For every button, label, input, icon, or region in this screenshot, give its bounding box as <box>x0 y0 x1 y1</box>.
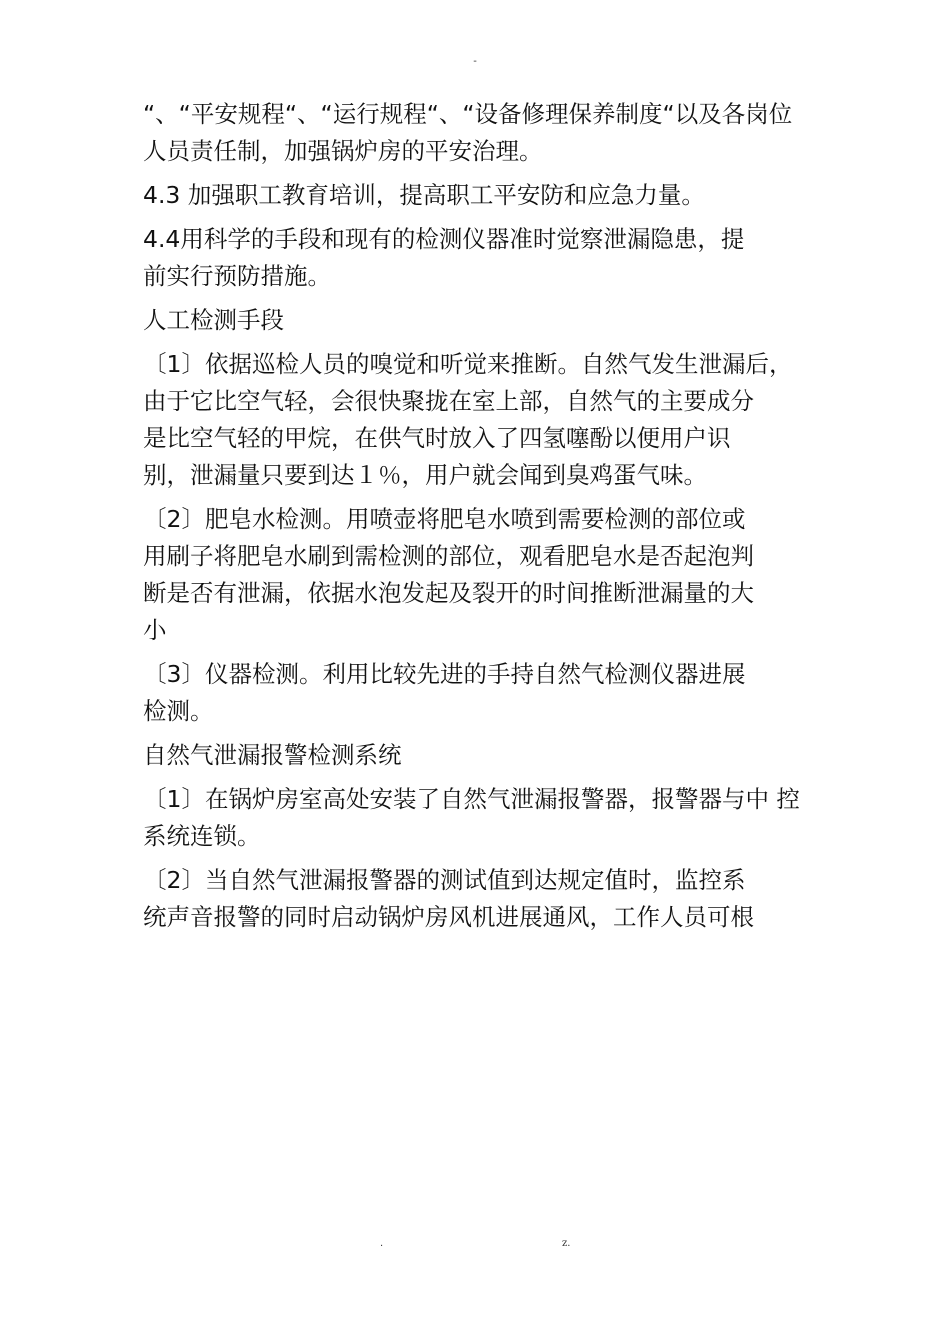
paragraph-manual-1 <box>143 346 811 494</box>
paragraph-manual-3 <box>143 656 811 730</box>
text-line: 自然气泄漏报警检测系统 <box>143 741 402 769</box>
text-line: 〔1〕依据巡检人员的嗅觉和听觉来推断。自然气发生泄漏后， <box>143 350 793 378</box>
text-line: 人工检测手段 <box>143 306 284 334</box>
footer-right-mark: z. <box>562 1238 571 1249</box>
text-line: 系统连锁。 <box>143 822 261 850</box>
heading-manual-detection <box>143 302 811 339</box>
text-line: 用刷子将肥皂水刷到需检测的部位，观看肥皂水是否起泡判 <box>143 542 754 570</box>
text-line: “、“平安规程“、“运行规程“、“设备修理保养制度“以及各岗位 <box>143 100 793 128</box>
footer-left-mark: . <box>380 1238 384 1249</box>
paragraph-safety-rules <box>143 96 811 170</box>
paragraph-alarm-2 <box>143 862 811 936</box>
page-header-mark: - <box>473 56 477 67</box>
text-line: 别，泄漏量只要到达１％，用户就会闻到臭鸡蛋气味。 <box>143 461 707 489</box>
text-line: 断是否有泄漏，依据水泡发起及裂开的时间推断泄漏量的大 <box>143 579 754 607</box>
document-body <box>143 96 811 943</box>
text-line: 〔2〕肥皂水检测。用喷壶将肥皂水喷到需要检测的部位或 <box>143 505 746 533</box>
text-line: 由于它比空气轻，会很快聚拢在室上部，自然气的主要成分 <box>143 387 754 415</box>
text-line: 4.4用科学的手段和现有的检测仪器准时觉察泄漏隐患，提 <box>143 225 745 253</box>
text-line: 4.3 加强职工教育培训，提高职工平安防和应急力量。 <box>143 181 705 209</box>
text-line: 人员责任制，加强锅炉房的平安治理。 <box>143 137 543 165</box>
text-line: 〔1〕在锅炉房室高处安装了自然气泄漏报警器，报警器与中 控 <box>143 785 800 813</box>
paragraph-manual-2 <box>143 501 811 649</box>
text-line: 统声音报警的同时启动锅炉房风机进展通风，工作人员可根 <box>143 903 754 931</box>
text-line: 〔3〕仪器检测。利用比较先进的手持自然气检测仪器进展 <box>143 660 746 688</box>
paragraph-4-4 <box>143 221 811 295</box>
heading-alarm-system <box>143 737 811 774</box>
paragraph-4-3 <box>143 177 811 214</box>
text-line: 检测。 <box>143 697 214 725</box>
text-line: 〔2〕当自然气泄漏报警器的测试值到达规定值时，监控系 <box>143 866 746 894</box>
paragraph-alarm-1 <box>143 781 811 855</box>
text-line: 是比空气轻的甲烷，在供气时放入了四氢噻酚以便用户识 <box>143 424 731 452</box>
text-line: 小 <box>143 616 167 644</box>
text-line: 前实行预防措施。 <box>143 262 331 290</box>
